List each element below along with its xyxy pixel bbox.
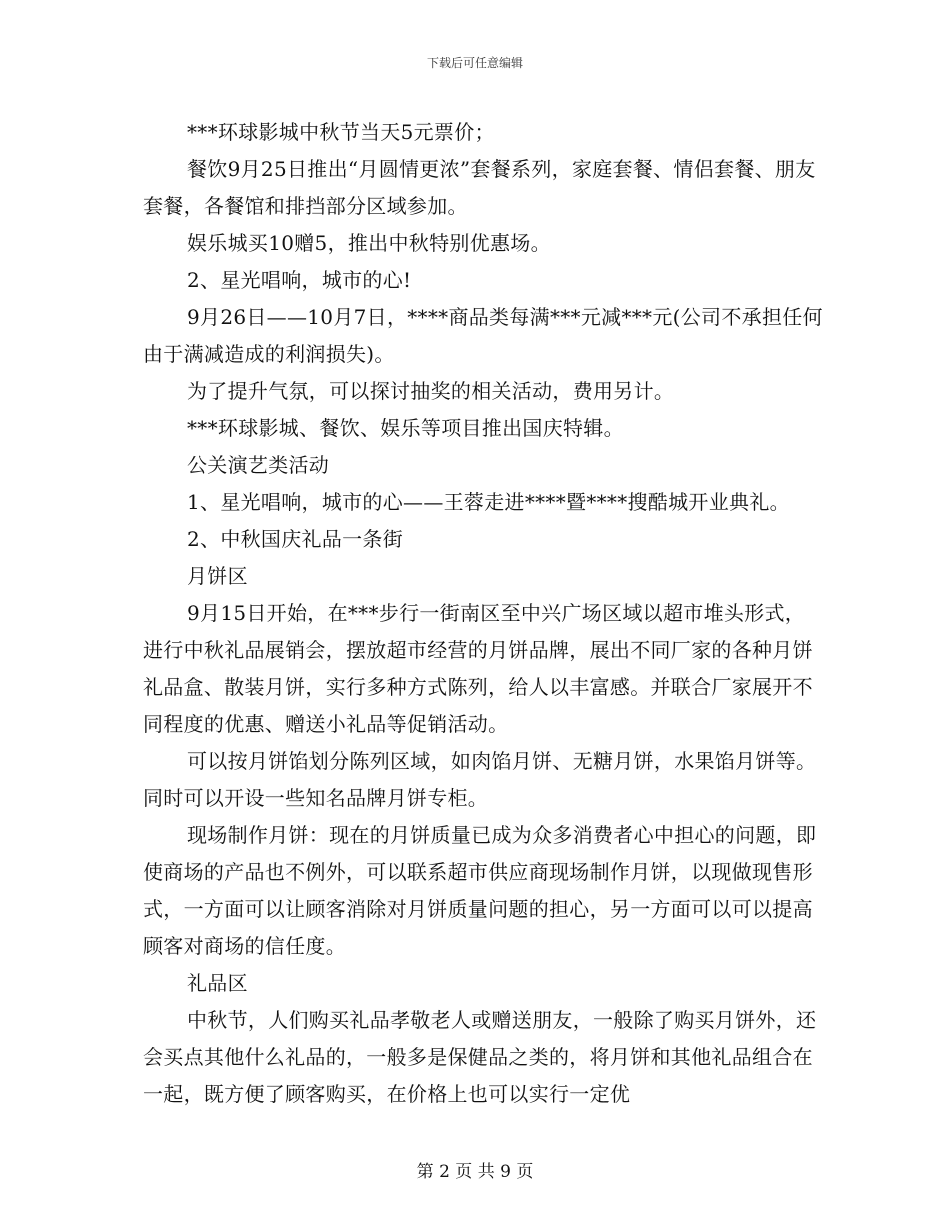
paragraph: 可以按月饼馅划分陈列区域，如肉馅月饼、无糖月饼，水果馅月饼等。同时可以开设一些知名品牌月饼专柜。 — [143, 749, 817, 810]
paragraph: 中秋节，人们购买礼品孝敬老人或赠送朋友，一般除了购买月饼外，还会买点其他什么礼品的，一般多是保健品之类的，将月饼和其他礼品组合在一起，既方便了顾客购买，在价格上也可以实行一定优 — [143, 1008, 817, 1106]
paragraph: ***环球影城、餐饮、娱乐等项目推出国庆特辑。 — [187, 416, 624, 440]
section-heading: 公关演艺类活动 — [187, 453, 330, 477]
paragraph: ***环球影城中秋节当天5元票价； — [187, 120, 495, 144]
paragraph: 1、星光唱响，城市的心——王蓉走进****暨****搜酷城开业典礼。 — [187, 490, 790, 514]
document-body — [143, 114, 823, 1113]
paragraph: 娱乐城买10赠5，推出中秋特别优惠场。 — [187, 231, 551, 255]
paragraph: 9月15日开始，在***步行一街南区至中兴广场区域以超市堆头形式，进行中秋礼品展销会，摆放超市经营的月饼品牌，展出不同厂家的各种月饼礼品盒、散装月饼，实行多种方式陈列，给人以丰富感。并联合厂家展开不同程度的优惠、赠送小礼品等促销活动。 — [143, 601, 813, 736]
section-heading: 礼品区 — [187, 971, 248, 995]
page-header: 下载后可任意编辑 — [426, 56, 523, 70]
paragraph: 2、星光唱响，城市的心! — [187, 268, 412, 292]
paragraph: 9月26日——10月7日，****商品类每满***元减***元(公司不承担任何由于满减造成的利润损失)。 — [143, 305, 823, 366]
paragraph: 2、中秋国庆礼品一条街 — [187, 527, 404, 551]
page-footer: 第 2 页 共 9 页 — [416, 1162, 534, 1182]
paragraph: 为了提升气氛，可以探讨抽奖的相关活动，费用另计。 — [187, 379, 675, 403]
paragraph: 现场制作月饼：现在的月饼质量已成为众多消费者心中担心的问题，即使商场的产品也不例外，可以联系超市供应商现场制作月饼，以现做现售形式，一方面可以让顾客消除对月饼质量问题的担心，另一方面可以可以提高顾客对商场的信任度。 — [143, 823, 817, 958]
section-heading: 月饼区 — [187, 564, 248, 588]
paragraph: 餐饮9月25日推出“月圆情更浓”套餐系列，家庭套餐、情侣套餐、朋友套餐，各餐馆和排挡部分区域参加。 — [143, 157, 816, 218]
